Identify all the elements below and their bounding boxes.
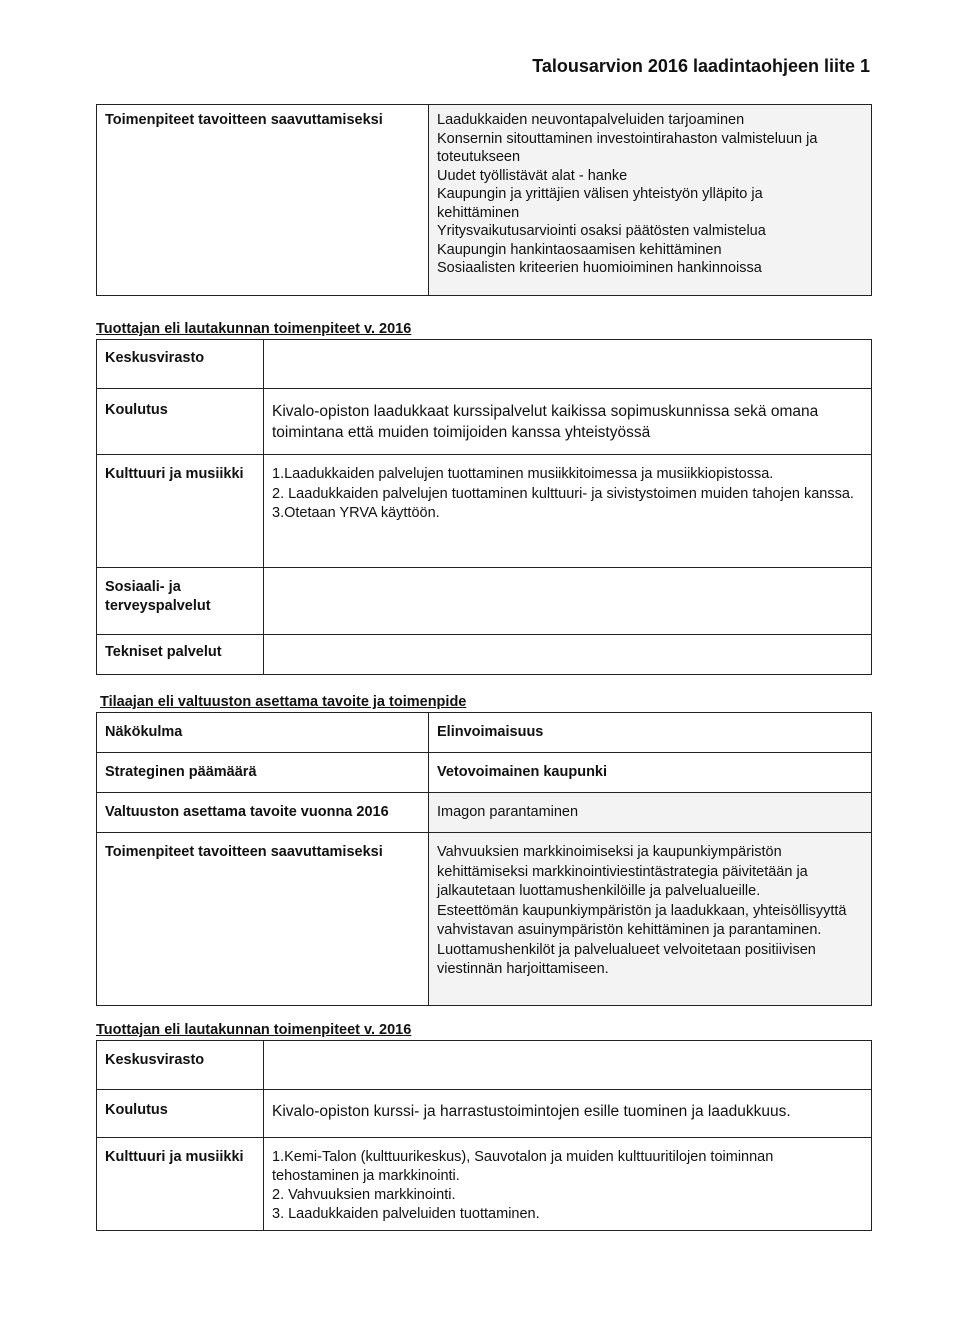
toimenpide-item: Esteettömän kaupunkiympäristön ja laadukkaan, yhteisöllisyyttä vahvistavan asuinympäristön kehittäminen ja parantaminen. <box>437 902 847 938</box>
row-label-toimenpiteet: Toimenpiteet tavoitteen saavuttamiseksi <box>97 833 429 1006</box>
row-value-koulutus-2: Kivalo-opiston kurssi- ja harrastustoimintojen esille tuominen ja laadukkuus. <box>264 1090 872 1138</box>
row-value-kulttuuri-2 <box>264 1138 872 1231</box>
row-label-kulttuuri: Kulttuuri ja musiikki <box>97 455 264 568</box>
row-value-tekniset <box>264 635 872 675</box>
row-value-keskusvirasto-2 <box>264 1041 872 1090</box>
actions-line: toteutukseen <box>437 149 521 165</box>
actions-line: Kaupungin ja yrittäjien välisen yhteistyön ylläpito ja <box>437 186 763 202</box>
orderer-table <box>96 712 872 1006</box>
actions-label: Toimenpiteet tavoitteen saavuttamiseksi <box>97 105 429 296</box>
kulttuuri-item: 3.Otetaan YRVA käyttöön. <box>272 505 440 521</box>
actions-list <box>429 105 872 296</box>
toimenpide-item: Luottamushenkilöt ja palvelualueet velvoitetaan positiivisen viestinnän harjoittamiseen. <box>437 941 816 977</box>
section-caption-producer-2: Tuottajan eli lautakunnan toimenpiteet v. 2016 <box>96 1022 412 1038</box>
row-label-keskusvirasto-2: Keskusvirasto <box>97 1041 264 1090</box>
row-label-sosiaali: Sosiaali- ja terveyspalvelut <box>97 568 264 635</box>
kulttuuri-item-2: 2. Vahvuuksien markkinointi. <box>272 1187 456 1203</box>
kulttuuri-item: 1.Laadukkaiden palvelujen tuottaminen musiikkitoimessa ja musiikkiopistossa. <box>272 466 774 482</box>
row-value-kulttuuri <box>264 455 872 568</box>
actions-line: kehittäminen <box>437 204 520 221</box>
row-label-koulutus: Koulutus <box>97 389 264 455</box>
producer-table-1 <box>96 339 872 675</box>
toimenpide-item: Vahvuuksien markkinoimiseksi ja kaupunkiympäristön kehittämiseksi markkinointiviestintästrategia päivitetään ja jalkautetaan luottamushenkilöille ja palvelualueille. <box>437 844 808 899</box>
producer-table-2 <box>96 1040 872 1231</box>
section-caption-orderer: Tilaajan eli valtuuston asettama tavoite ja toimenpide <box>100 694 467 710</box>
row-label-nakokulma: Näkökulma <box>97 713 429 753</box>
row-label-tavoite: Valtuuston asettama tavoite vuonna 2016 <box>97 793 429 833</box>
actions-table-top <box>96 104 872 296</box>
row-value-sosiaali <box>264 568 872 635</box>
row-value-keskusvirasto <box>264 340 872 389</box>
row-label-kulttuuri-2: Kulttuuri ja musiikki <box>97 1138 264 1231</box>
actions-line: Yritysvaikutusarviointi osaksi päätösten valmistelua <box>437 223 766 239</box>
document-header-title: Talousarvion 2016 laadintaohjeen liite 1 <box>532 56 870 76</box>
row-value-strateginen: Vetovoimainen kaupunki <box>429 753 872 793</box>
actions-line: Laadukkaiden neuvontapalveluiden tarjoaminen <box>437 112 745 128</box>
row-label-tekniset: Tekniset palvelut <box>97 635 264 675</box>
row-value-toimenpiteet <box>429 833 872 1006</box>
section-caption-producer-1: Tuottajan eli lautakunnan toimenpiteet v. 2016 <box>96 321 412 337</box>
kulttuuri-item-2: 1.Kemi-Talon (kulttuurikeskus), Sauvotalon ja muiden kulttuuritilojen toiminnan tehostaminen ja markkinointi. <box>272 1149 774 1184</box>
row-value-koulutus: Kivalo-opiston laadukkaat kurssipalvelut kaikissa sopimuskunnissa sekä omana toimintana että muiden toimijoiden kanssa yhteistyössä <box>264 389 872 455</box>
row-label-strateginen: Strateginen päämäärä <box>97 753 429 793</box>
row-label-keskusvirasto: Keskusvirasto <box>97 340 264 389</box>
row-value-nakokulma: Elinvoimaisuus <box>429 713 872 753</box>
actions-line: Uudet työllistävät alat - hanke <box>437 167 628 184</box>
kulttuuri-item: 2. Laadukkaiden palvelujen tuottaminen kulttuuri- ja sivistystoimen muiden tahojen kanssa. <box>272 485 854 502</box>
row-label-koulutus-2: Koulutus <box>97 1090 264 1138</box>
actions-line: Kaupungin hankintaosaamisen kehittäminen <box>437 241 722 258</box>
actions-line: Sosiaalisten kriteerien huomioiminen hankinnoissa <box>437 260 762 276</box>
row-value-tavoite: Imagon parantaminen <box>429 793 872 833</box>
actions-line: Konsernin sitouttaminen investointirahaston valmisteluun ja <box>437 130 818 147</box>
kulttuuri-item-2: 3. Laadukkaiden palveluiden tuottaminen. <box>272 1206 540 1222</box>
